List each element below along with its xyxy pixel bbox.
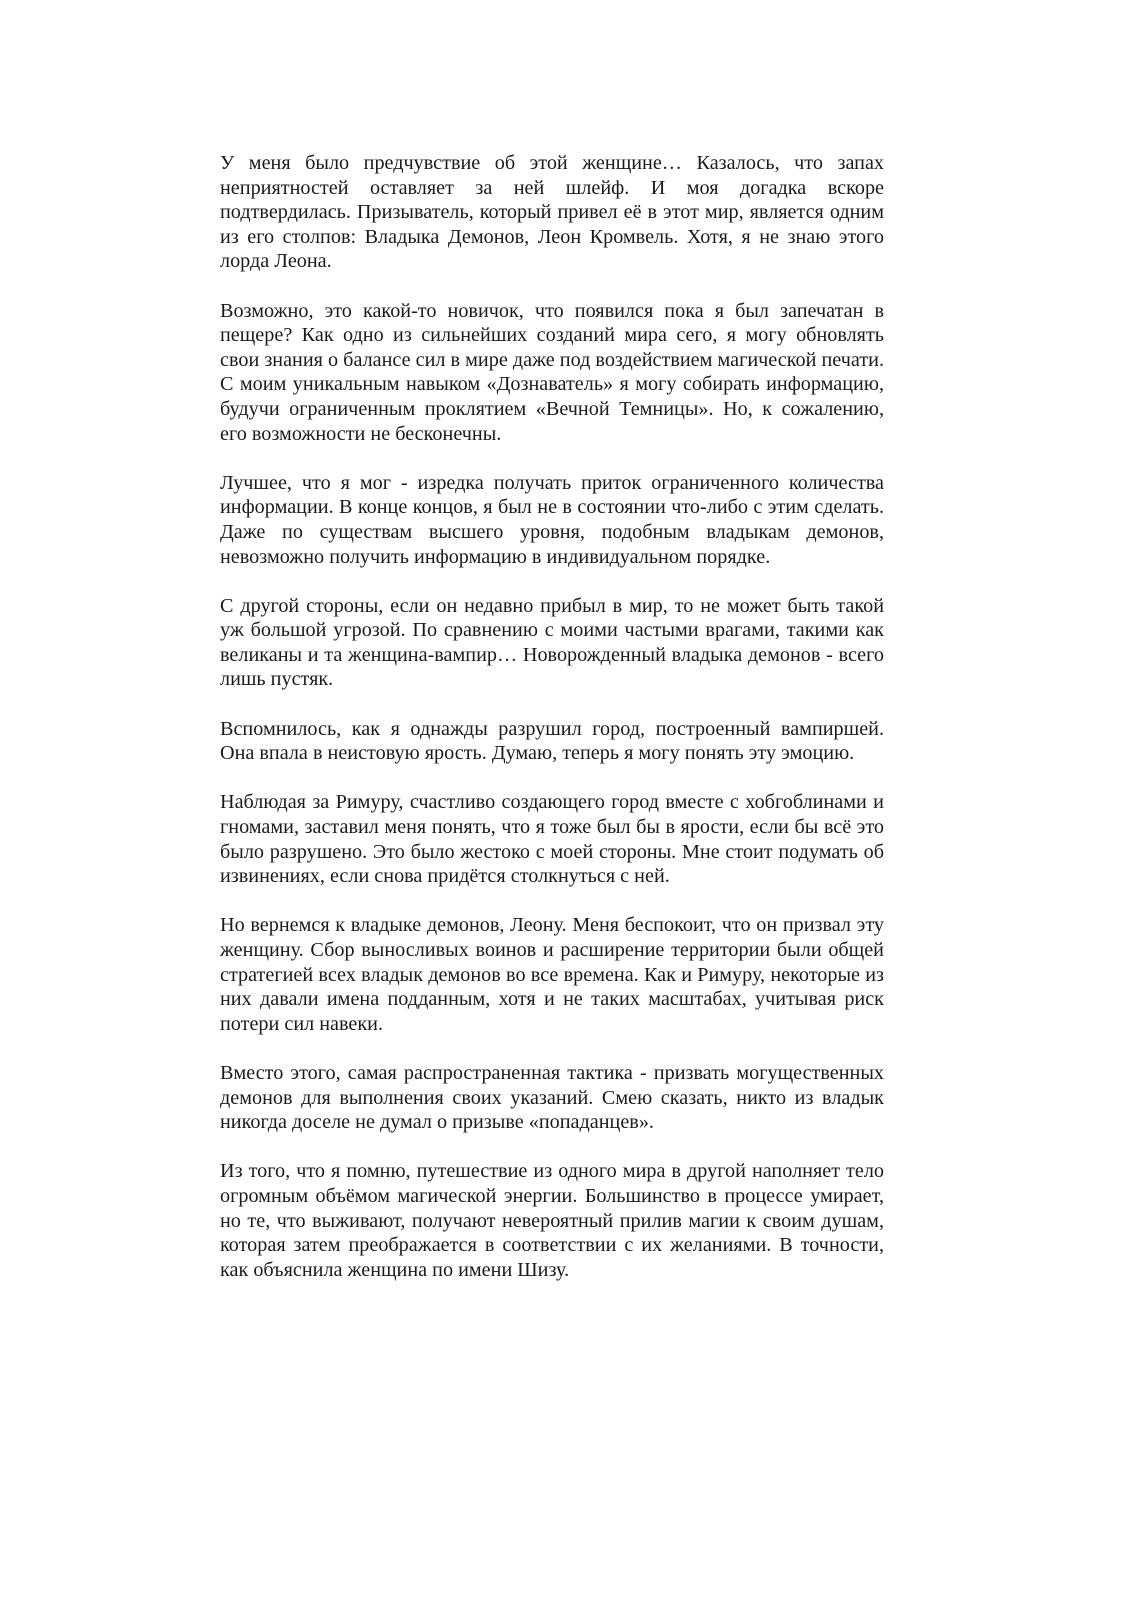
document-page [220,151,884,1307]
paragraph-9: Из того, что я помню, путешествие из одного мира в другой наполняет тело огромным объёмом магической энергии. Большинство в процессе умирает, но те, что выживают, получают невероятный прилив магии к своим душам, которая затем преображается в соответствии с их желаниями. В точности, как объяснила женщина по имени Шизу. [220,1160,884,1281]
paragraph-5: Вспомнилось, как я однажды разрушил город, построенный вампиршей. Она впала в неистовую ярость. Думаю, теперь я могу понять эту эмоцию. [220,717,884,765]
paragraph-7: Но вернемся к владыке демонов, Леону. Меня беспокоит, что он призвал эту женщину. Сбор выносливых воинов и расширение территории были общей стратегией всех владык демонов во все времена. Как и Римуру, некоторые из них давали имена подданным, хотя и не таких масштабах, учитывая риск потери сил навеки. [220,914,884,1035]
paragraph-1: У меня было предчувствие об этой женщине… Казалось, что запах неприятностей оставляет за ней шлейф. И моя догадка вскоре подтвердилась. Призыватель, который привел её в этот мир, является одним из его столпов: Владыка Демонов, Леон Кромвель. Хотя, я не знаю этого лорда Леона. [220,152,884,273]
paragraph-2: Возможно, это какой-то новичок, что появился пока я был запечатан в пещере? Как одно из сильнейших созданий мира сего, я могу обновлять свои знания о балансе сил в мире даже под воздействием магической печати. С моим уникальным навыком «Дознаватель» я могу собирать информацию, будучи ограниченным проклятием «Вечной Темницы». Но, к сожалению, его возможности не бесконечны. [220,299,884,445]
paragraph-6: Наблюдая за Римуру, счастливо создающего город вместе с хобгоблинами и гномами, заставил меня понять, что я тоже был бы в ярости, если бы всё это было разрушено. Это было жестоко с моей стороны. Мне стоит подумать об извинениях, если снова придётся столкнуться с ней. [220,791,884,888]
paragraph-8: Вместо этого, самая распространенная тактика - призвать могущественных демонов для выполнения своих указаний. Смею сказать, никто из владык никогда доселе не думал о призыве «попаданцев». [220,1061,884,1134]
paragraph-4: С другой стороны, если он недавно прибыл в мир, то не может быть такой уж большой угрозой. По сравнению с моими частыми врагами, такими как великаны и та женщина-вампир… Новорожденный владыка демонов - всего лишь пустяк. [220,594,884,691]
paragraph-3: Лучшее, что я мог - изредка получать приток ограниченного количества информации. В конце концов, я был не в состоянии что-либо с этим сделать. Даже по существам высшего уровня, подобным владыкам демонов, невозможно получить информацию в индивидуальном порядке. [220,471,884,568]
